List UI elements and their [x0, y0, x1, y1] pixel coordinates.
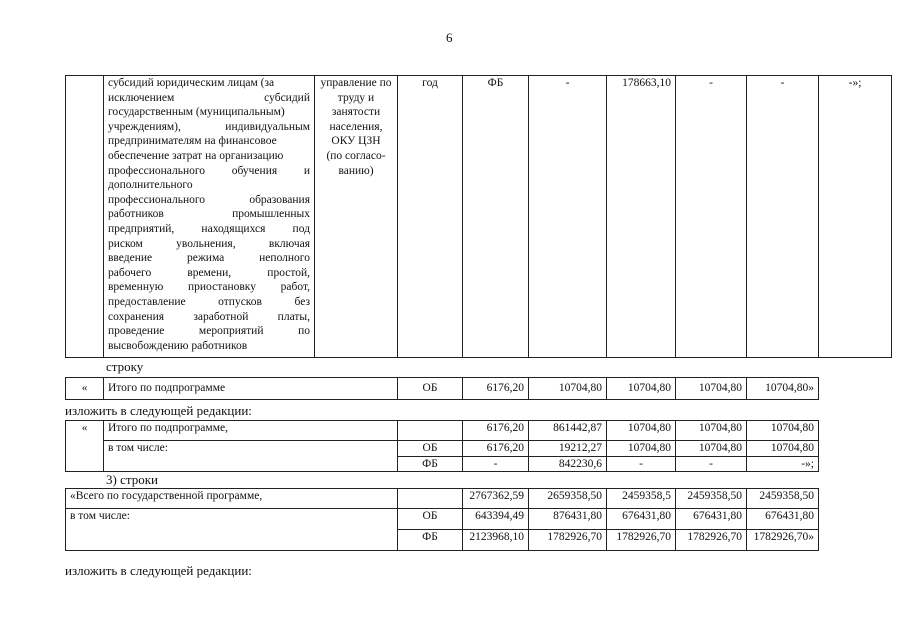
old-subprogram-table: [65, 377, 892, 400]
source-cell: ОБ: [398, 378, 463, 400]
measure-description: [104, 76, 315, 358]
description-line: дополнительного: [108, 179, 193, 192]
value-cell: 2459358,50: [747, 489, 819, 509]
source-cell: ФБ: [463, 76, 529, 358]
value-cell: 10704,80»: [747, 378, 819, 400]
value-cell: 10704,80: [607, 421, 676, 441]
including-label: в том числе:: [104, 441, 398, 472]
source-cell: ОБ: [398, 509, 463, 530]
subprogram-name: Итого по подпрограмме,: [104, 421, 398, 441]
description-line: субсидий юридическим лицам (за: [108, 77, 275, 89]
value-cell: 10704,80: [676, 421, 747, 441]
description-line: проведение мероприятий по: [108, 325, 310, 338]
value-cell: 178663,10: [607, 76, 676, 358]
value-cell: 19212,27: [529, 441, 607, 457]
period-cell: год: [398, 76, 463, 358]
value-cell: -»;: [819, 76, 892, 358]
source-cell: [398, 421, 463, 441]
label-stroku: строку: [106, 359, 144, 374]
description-line: профессионального обучения и: [108, 164, 310, 177]
quote-cell: «: [66, 378, 104, 400]
value-cell: -: [607, 456, 676, 472]
value-cell: 10704,80: [607, 441, 676, 457]
value-cell: 2659358,50: [529, 489, 607, 509]
value-cell: 861442,87: [529, 421, 607, 441]
value-cell: 2767362,59: [463, 489, 529, 509]
description-line: обеспечение затрат на организацию: [108, 149, 284, 162]
label-section-3: 3) строки: [106, 472, 158, 487]
description-line: сохранения заработной платы,: [108, 310, 310, 323]
value-cell: 10704,80: [676, 378, 747, 400]
value-cell: 1782926,70: [676, 530, 747, 551]
value-cell: 10704,80: [676, 441, 747, 457]
executor-line: (по согласо-: [326, 149, 386, 162]
description-line: работников промышленных: [108, 208, 310, 221]
value-cell: 10704,80: [747, 441, 819, 457]
program-name: «Всего по государственной программе,: [66, 489, 398, 509]
value-cell: 10704,80: [607, 378, 676, 400]
value-cell: -»;: [747, 456, 819, 472]
source-cell: ОБ: [398, 441, 463, 457]
subprogram-name: Итого по подпрограмме: [104, 378, 398, 400]
row-number-cell: [66, 76, 104, 358]
value-cell: -: [529, 76, 607, 358]
executor-line: занятости: [331, 106, 381, 119]
value-cell: 2123968,10: [463, 530, 529, 551]
source-cell: ФБ: [398, 530, 463, 551]
executor-cell: [315, 76, 398, 358]
value-cell: 676431,80: [747, 509, 819, 530]
value-cell: 676431,80: [676, 509, 747, 530]
value-cell: 1782926,70»: [747, 530, 819, 551]
label-new-edition: изложить в следующей редакции:: [65, 563, 252, 578]
value-cell: 643394,49: [463, 509, 529, 530]
value-cell: 10704,80: [747, 421, 819, 441]
value-cell: 842230,6: [529, 456, 607, 472]
description-line: предоставление отпусков без: [108, 295, 310, 308]
executor-line: управление по: [320, 77, 392, 89]
description-line: профессионального образования: [108, 193, 310, 206]
description-line: предпринимателям на финансовое: [108, 135, 277, 148]
value-cell: 10704,80: [529, 378, 607, 400]
quote-cell: «: [66, 421, 104, 472]
executor-line: ванию): [338, 164, 374, 177]
description-line: исключением субсидий: [108, 91, 310, 104]
source-cell: ФБ: [398, 456, 463, 472]
value-cell: -: [747, 76, 819, 358]
value-cell: 1782926,70: [607, 530, 676, 551]
description-line: учреждениям), индивидуальным: [108, 120, 310, 133]
value-cell: -: [676, 456, 747, 472]
source-cell: [398, 489, 463, 509]
value-cell: 876431,80: [529, 509, 607, 530]
value-cell: 676431,80: [607, 509, 676, 530]
description-line: временную приостановку работ,: [108, 281, 310, 294]
value-cell: -: [676, 76, 747, 358]
description-line: введение режима неполного: [108, 252, 310, 265]
description-line: предприятий, находящихся под: [108, 222, 310, 235]
value-cell: 2459358,50: [676, 489, 747, 509]
executor-line: ОКУ ЦЗН: [331, 135, 381, 148]
new-subprogram-table: [65, 420, 892, 472]
description-line: высвобождению работников: [108, 339, 248, 352]
value-cell: -: [463, 456, 529, 472]
description-line: рабочего времени, простой,: [108, 266, 310, 279]
value-cell: 6176,20: [463, 421, 529, 441]
description-line: государственным (муниципальным): [108, 106, 285, 119]
executor-line: труду и: [337, 91, 375, 104]
including-label: в том числе:: [66, 509, 398, 551]
value-cell: 6176,20: [463, 441, 529, 457]
executor-line: населения,: [329, 120, 383, 133]
measure-table: [65, 75, 892, 358]
description-line: риском увольнения, включая: [108, 237, 310, 250]
value-cell: 2459358,5: [607, 489, 676, 509]
value-cell: 6176,20: [463, 378, 529, 400]
program-total-table: [65, 488, 892, 551]
value-cell: 1782926,70: [529, 530, 607, 551]
label-new-edition: изложить в следующей редакции:: [65, 403, 252, 418]
page-number: 6: [446, 30, 453, 45]
